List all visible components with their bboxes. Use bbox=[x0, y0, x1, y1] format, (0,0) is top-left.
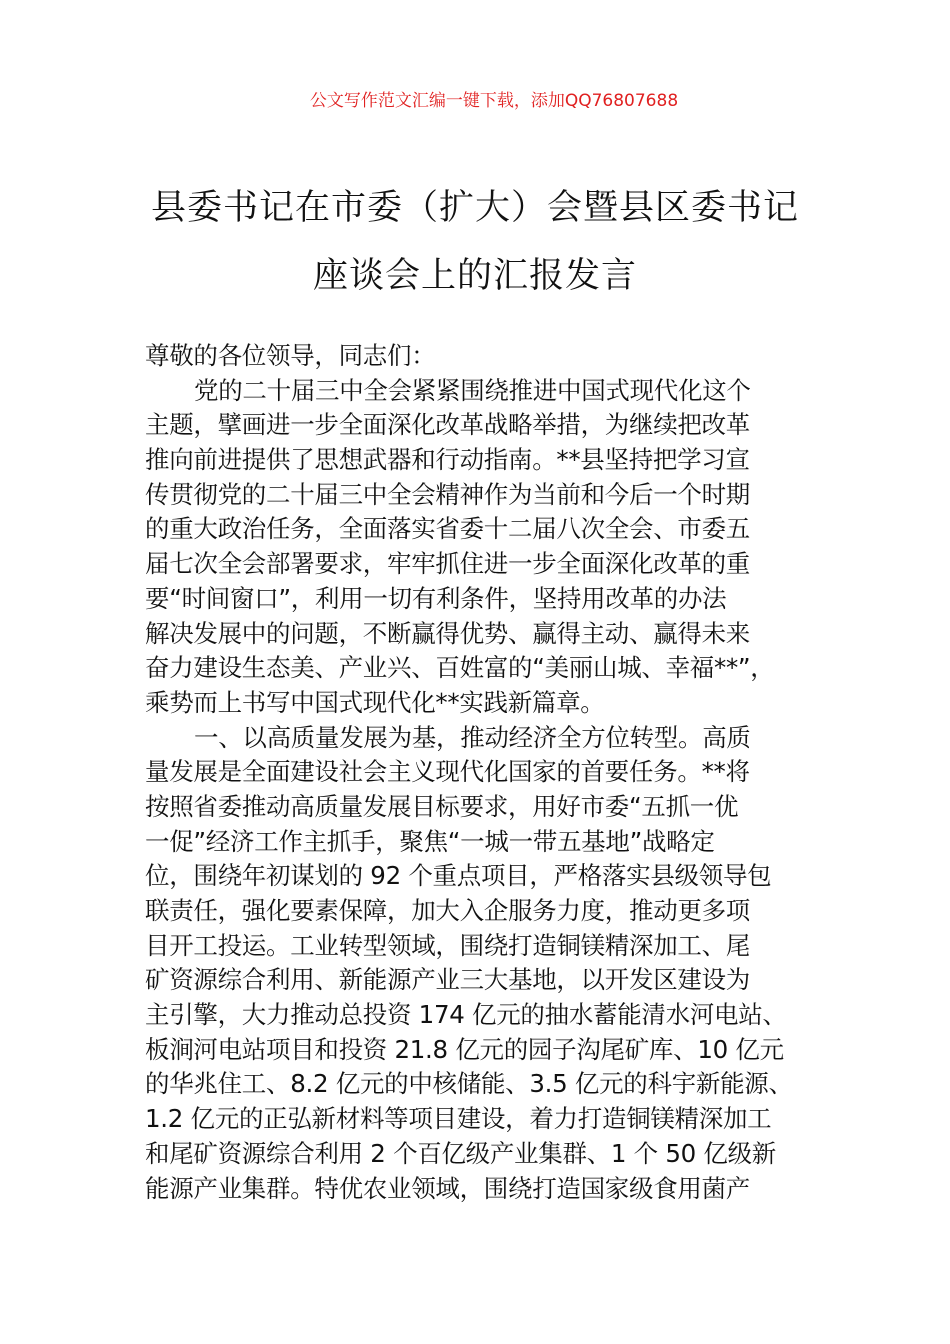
text-line: 主引擎，大力推动总投资 174 亿元的抽水蓄能清水河电站、 bbox=[145, 1000, 787, 1030]
text-line: 乘势而上书写中国式现代化**实践新篇章。 bbox=[145, 687, 605, 717]
text-line: 主题，擘画进一步全面深化改革战略举措，为继续把改革 bbox=[145, 410, 750, 440]
text-line: 党的二十届三中全会紧紧围绕推进中国式现代化这个 bbox=[194, 375, 751, 405]
text-line: 一促”经济工作主抓手，聚焦“一城一带五基地”战略定 bbox=[145, 826, 715, 856]
watermark-header: 公文写作范文汇编一键下载，添加QQ76807688 bbox=[309, 91, 679, 111]
document-title-line-2: 座谈会上的汇报发言 bbox=[312, 256, 637, 296]
text-line: 要“时间窗口”，利用一切有利条件，坚持用改革的办法 bbox=[145, 583, 727, 613]
text-line: 1.2 亿元的正弘新材料等项目建设，着力打造铜镁精深加工 bbox=[145, 1104, 772, 1134]
text-line: 解决发展中的问题，不断赢得优势、赢得主动、赢得未来 bbox=[145, 618, 750, 648]
paragraph-1 bbox=[145, 374, 845, 721]
text-line: 的华兆住工、8.2 亿元的中核储能、3.5 亿元的科宇新能源、 bbox=[145, 1069, 793, 1099]
text-line: 量发展是全面建设社会主义现代化国家的首要任务。**将 bbox=[145, 757, 750, 787]
text-line: 目开工投运。工业转型领域，围绕打造铜镁精深加工、尾 bbox=[145, 930, 750, 960]
text-line: 位，围绕年初谋划的 92 个重点项目，严格落实县级领导包 bbox=[145, 861, 772, 891]
greeting: 尊敬的各位领导，同志们： bbox=[145, 341, 436, 370]
text-line: 和尾矿资源综合利用 2 个百亿级产业集群、1 个 50 亿级新 bbox=[145, 1138, 776, 1168]
text-line: 联责任，强化要素保障，加大入企服务力度，推动更多项 bbox=[145, 896, 750, 925]
text-line: 届七次全会部署要求，牢牢抓住进一步全面深化改革的重 bbox=[145, 549, 750, 579]
paragraph-2 bbox=[145, 721, 845, 1207]
document-body bbox=[145, 339, 845, 1206]
text-line: 矿资源综合利用、新能源产业三大基地，以开发区建设为 bbox=[145, 965, 750, 995]
text-line: 推向前进提供了思想武器和行动指南。**县坚持把学习宣 bbox=[145, 445, 750, 475]
text-line: 能源产业集群。特优农业领域，围绕打造国家级食用菌产 bbox=[145, 1173, 750, 1203]
text-line: 一、以高质量发展为基，推动经济全方位转型。高质 bbox=[194, 722, 751, 752]
text-line: 按照省委推动高质量发展目标要求，用好市委“五抓一优 bbox=[145, 791, 739, 821]
text-line: 传贯彻党的二十届三中全会精神作为当前和今后一个时期 bbox=[145, 479, 750, 509]
text-line: 奋力建设生态美、产业兴、百姓富的“美丽山城、幸福**”， bbox=[145, 653, 775, 683]
document-title-line-1: 县委书记在市委（扩大）会暨县区委书记 bbox=[150, 188, 799, 228]
text-line: 的重大政治任务，全面落实省委十二届八次全会、市委五 bbox=[145, 514, 750, 544]
text-line: 板涧河电站项目和投资 21.8 亿元的园子沟尾矿库、10 亿元 bbox=[145, 1034, 784, 1064]
